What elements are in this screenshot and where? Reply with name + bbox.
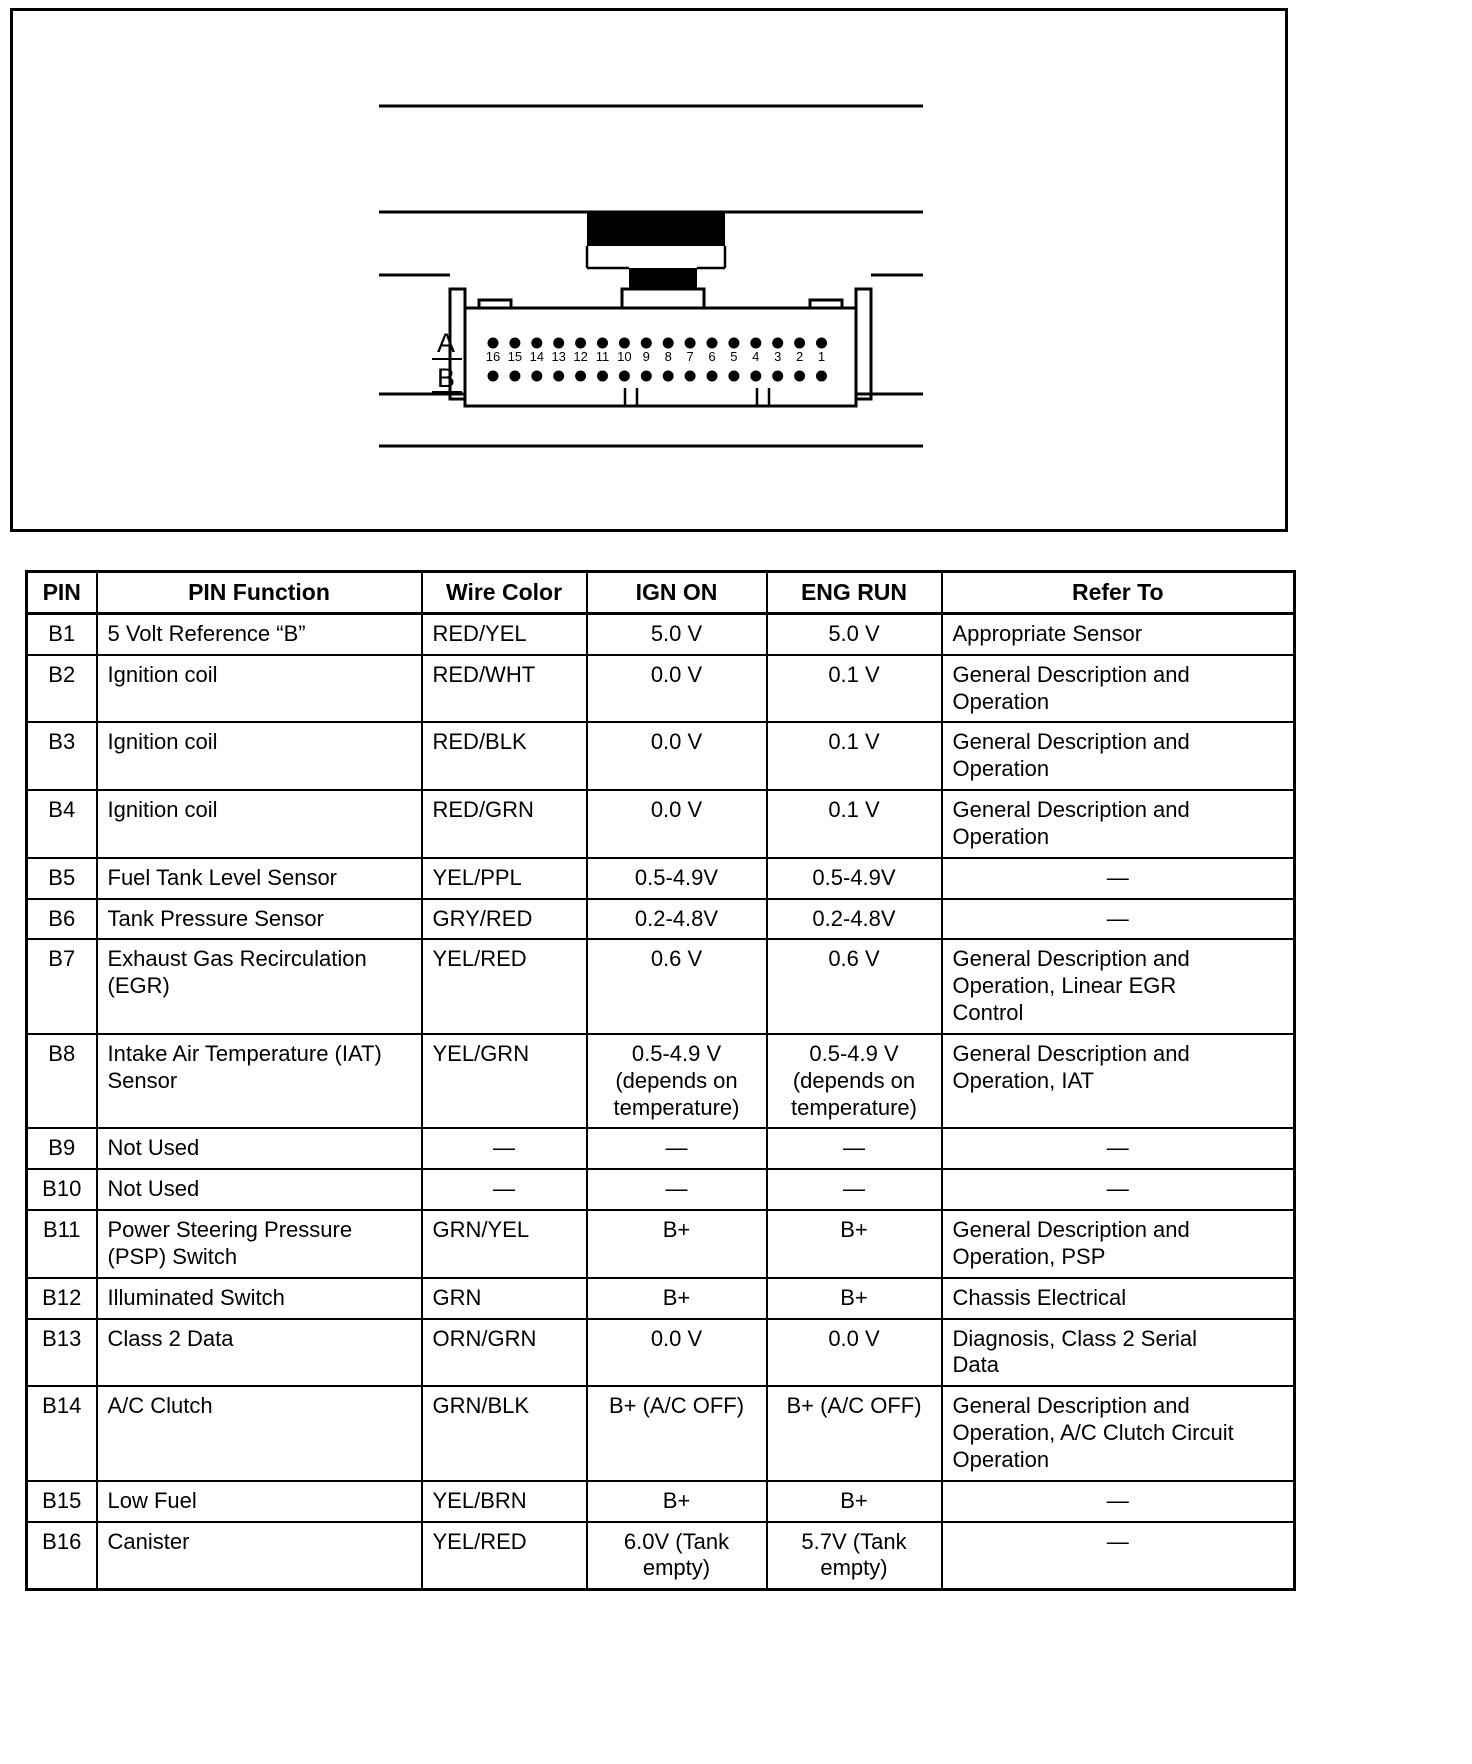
cell-function: Class 2 Data (97, 1319, 422, 1387)
latch-bar-lower (629, 268, 697, 289)
pin-a-13 (553, 338, 564, 349)
cell-pin: B4 (27, 790, 97, 858)
cell-function: Intake Air Temperature (IAT) Sensor (97, 1034, 422, 1128)
cell-ign_on: B+ (587, 1278, 767, 1319)
latch-bar-upper (587, 212, 725, 246)
table-row (27, 1481, 1295, 1522)
table-row (27, 614, 1295, 655)
pin-b-1 (816, 371, 827, 382)
cell-eng_run: 0.2-4.8V (767, 899, 942, 940)
pin-a-3 (772, 338, 783, 349)
top-tab (622, 289, 704, 308)
table-row (27, 1278, 1295, 1319)
table-row (27, 1522, 1295, 1590)
cell-ign_on: 0.0 V (587, 655, 767, 723)
cell-function: Low Fuel (97, 1481, 422, 1522)
pin-number: 14 (529, 349, 545, 364)
cell-eng_run: 0.0 V (767, 1319, 942, 1387)
col-header-wire-color: Wire Color (422, 572, 587, 614)
table-row (27, 1386, 1295, 1480)
cell-refer_to: General Description and Operation, Linear EGR Control (942, 939, 1295, 1033)
pin-b-7 (685, 371, 696, 382)
cell-wire_color: RED/BLK (422, 722, 587, 790)
cell-ign_on: 5.0 V (587, 614, 767, 655)
pin-number: 6 (708, 349, 716, 364)
table-row (27, 858, 1295, 899)
col-header-function: PIN Function (97, 572, 422, 614)
cell-pin: B9 (27, 1128, 97, 1169)
cell-wire_color: GRN/YEL (422, 1210, 587, 1278)
pin-a-15 (509, 338, 520, 349)
cell-refer_to: — (942, 1169, 1295, 1210)
table-row (27, 1319, 1295, 1387)
pin-b-3 (772, 371, 783, 382)
row-labels (432, 328, 462, 393)
pin-number: 11 (595, 349, 610, 364)
pin-a-2 (794, 338, 805, 349)
cell-ign_on: 0.0 V (587, 722, 767, 790)
table-row (27, 1128, 1295, 1169)
pin-a-5 (728, 338, 739, 349)
cell-refer_to: Diagnosis, Class 2 Serial Data (942, 1319, 1295, 1387)
col-header-pin: PIN (27, 572, 97, 614)
cell-pin: B11 (27, 1210, 97, 1278)
pin-b-14 (531, 371, 542, 382)
cell-wire_color: YEL/RED (422, 939, 587, 1033)
pin-a-7 (685, 338, 696, 349)
cell-ign_on: 0.5-4.9 V (depends on temperature) (587, 1034, 767, 1128)
pin-number: 7 (686, 349, 694, 364)
cell-ign_on: — (587, 1128, 767, 1169)
table-header-row (27, 572, 1295, 614)
pin-table-body (27, 614, 1295, 1590)
col-header-ign-on: IGN ON (587, 572, 767, 614)
pin-number: 2 (795, 349, 804, 364)
cell-wire_color: RED/GRN (422, 790, 587, 858)
cell-pin: B7 (27, 939, 97, 1033)
cell-function: Ignition coil (97, 722, 422, 790)
cell-wire_color: YEL/PPL (422, 858, 587, 899)
cell-pin: B10 (27, 1169, 97, 1210)
cell-eng_run: B+ (767, 1278, 942, 1319)
pin-b-10 (619, 371, 630, 382)
cell-pin: B14 (27, 1386, 97, 1480)
cell-eng_run: — (767, 1128, 942, 1169)
cell-refer_to: General Description and Operation, IAT (942, 1034, 1295, 1128)
cell-wire_color: GRN (422, 1278, 587, 1319)
cell-ign_on: 6.0V (Tank empty) (587, 1522, 767, 1590)
pin-a-9 (641, 338, 652, 349)
latch-step (587, 246, 725, 268)
cell-ign_on: 0.0 V (587, 790, 767, 858)
cell-pin: B16 (27, 1522, 97, 1590)
pin-number: 12 (573, 349, 588, 364)
cell-refer_to: General Description and Operation, PSP (942, 1210, 1295, 1278)
latch (587, 212, 725, 289)
cell-wire_color: GRY/RED (422, 899, 587, 940)
cell-refer_to: General Description and Operation (942, 790, 1295, 858)
pin-a-4 (750, 338, 761, 349)
table-row (27, 790, 1295, 858)
col-header-eng-run: ENG RUN (767, 572, 942, 614)
cell-eng_run: 0.1 V (767, 790, 942, 858)
cell-wire_color: GRN/BLK (422, 1386, 587, 1480)
cell-ign_on: B+ (A/C OFF) (587, 1386, 767, 1480)
cell-eng_run: 5.0 V (767, 614, 942, 655)
cell-ign_on: 0.0 V (587, 1319, 767, 1387)
cell-refer_to: Appropriate Sensor (942, 614, 1295, 655)
row-b-label: B (436, 363, 456, 393)
pin-table (25, 570, 1296, 1591)
cell-pin: B15 (27, 1481, 97, 1522)
cell-wire_color: YEL/RED (422, 1522, 587, 1590)
pin-b-2 (794, 371, 805, 382)
cell-function: 5 Volt Reference “B” (97, 614, 422, 655)
cell-refer_to: — (942, 1128, 1295, 1169)
cell-function: A/C Clutch (97, 1386, 422, 1480)
table-row (27, 899, 1295, 940)
cell-function: Power Steering Pressure (PSP) Switch (97, 1210, 422, 1278)
cell-wire_color: YEL/GRN (422, 1034, 587, 1128)
cell-wire_color: RED/YEL (422, 614, 587, 655)
pin-a-8 (663, 338, 674, 349)
cell-ign_on: 0.2-4.8V (587, 899, 767, 940)
cell-wire_color: — (422, 1169, 587, 1210)
table-row (27, 1210, 1295, 1278)
pin-number: 1 (817, 349, 826, 364)
pin-number: 3 (774, 349, 782, 364)
table-row (27, 655, 1295, 723)
col-header-refer-to: Refer To (942, 572, 1295, 614)
cell-ign_on: 0.6 V (587, 939, 767, 1033)
cell-refer_to: Chassis Electrical (942, 1278, 1295, 1319)
cell-function: Not Used (97, 1128, 422, 1169)
pin-grid (486, 338, 827, 382)
cell-eng_run: B+ (767, 1481, 942, 1522)
pin-b-5 (728, 371, 739, 382)
pin-a-12 (575, 338, 586, 349)
cell-eng_run: B+ (767, 1210, 942, 1278)
pin-b-8 (663, 371, 674, 382)
cell-refer_to: — (942, 1522, 1295, 1590)
cell-ign_on: B+ (587, 1481, 767, 1522)
pin-a-14 (531, 338, 542, 349)
cell-pin: B13 (27, 1319, 97, 1387)
cell-function: Not Used (97, 1169, 422, 1210)
pin-number: 4 (752, 349, 760, 364)
cell-wire_color: — (422, 1128, 587, 1169)
pin-a-6 (707, 338, 718, 349)
pin-number: 16 (485, 349, 501, 364)
pin-b-16 (488, 371, 499, 382)
table-row (27, 1034, 1295, 1128)
cell-pin: B1 (27, 614, 97, 655)
pin-b-15 (509, 371, 520, 382)
pin-number: 13 (551, 349, 566, 364)
pin-b-4 (750, 371, 761, 382)
pin-number: 9 (642, 349, 650, 364)
connector-figure (10, 8, 1288, 532)
cell-function: Tank Pressure Sensor (97, 899, 422, 940)
pin-b-12 (575, 371, 586, 382)
cell-eng_run: B+ (A/C OFF) (767, 1386, 942, 1480)
cell-refer_to: General Description and Operation, A/C Clutch Circuit Operation (942, 1386, 1295, 1480)
cell-eng_run: 5.7V (Tank empty) (767, 1522, 942, 1590)
cell-function: Canister (97, 1522, 422, 1590)
cell-pin: B2 (27, 655, 97, 723)
cell-wire_color: RED/WHT (422, 655, 587, 723)
pin-b-9 (641, 371, 652, 382)
cell-eng_run: — (767, 1169, 942, 1210)
cell-refer_to: — (942, 858, 1295, 899)
cell-eng_run: 0.5-4.9V (767, 858, 942, 899)
cell-pin: B3 (27, 722, 97, 790)
pin-number: 10 (617, 349, 632, 364)
table-row (27, 722, 1295, 790)
cell-wire_color: ORN/GRN (422, 1319, 587, 1387)
pin-number: 15 (507, 349, 523, 364)
cell-pin: B12 (27, 1278, 97, 1319)
cell-refer_to: General Description and Operation (942, 722, 1295, 790)
row-a-label: A (436, 328, 456, 358)
cell-eng_run: 0.6 V (767, 939, 942, 1033)
table-row (27, 1169, 1295, 1210)
cell-ign_on: — (587, 1169, 767, 1210)
cell-eng_run: 0.1 V (767, 722, 942, 790)
pin-number: 8 (664, 349, 672, 364)
cell-refer_to: General Description and Operation (942, 655, 1295, 723)
cell-eng_run: 0.5-4.9 V (depends on temperature) (767, 1034, 942, 1128)
cell-refer_to: — (942, 899, 1295, 940)
pin-a-16 (488, 338, 499, 349)
connector-diagram (13, 11, 1285, 529)
pin-a-10 (619, 338, 630, 349)
cell-eng_run: 0.1 V (767, 655, 942, 723)
cell-function: Illuminated Switch (97, 1278, 422, 1319)
cell-function: Fuel Tank Level Sensor (97, 858, 422, 899)
pin-b-11 (597, 371, 608, 382)
pin-a-1 (816, 338, 827, 349)
right-flange (856, 289, 871, 399)
pin-b-6 (707, 371, 718, 382)
cell-function: Exhaust Gas Recirculation (EGR) (97, 939, 422, 1033)
pin-number: 5 (730, 349, 738, 364)
cell-pin: B8 (27, 1034, 97, 1128)
pin-a-11 (597, 338, 608, 349)
cell-function: Ignition coil (97, 790, 422, 858)
cell-refer_to: — (942, 1481, 1295, 1522)
table-row (27, 939, 1295, 1033)
cell-pin: B5 (27, 858, 97, 899)
pin-b-13 (553, 371, 564, 382)
cell-ign_on: 0.5-4.9V (587, 858, 767, 899)
cell-pin: B6 (27, 899, 97, 940)
cell-ign_on: B+ (587, 1210, 767, 1278)
cell-wire_color: YEL/BRN (422, 1481, 587, 1522)
cell-function: Ignition coil (97, 655, 422, 723)
